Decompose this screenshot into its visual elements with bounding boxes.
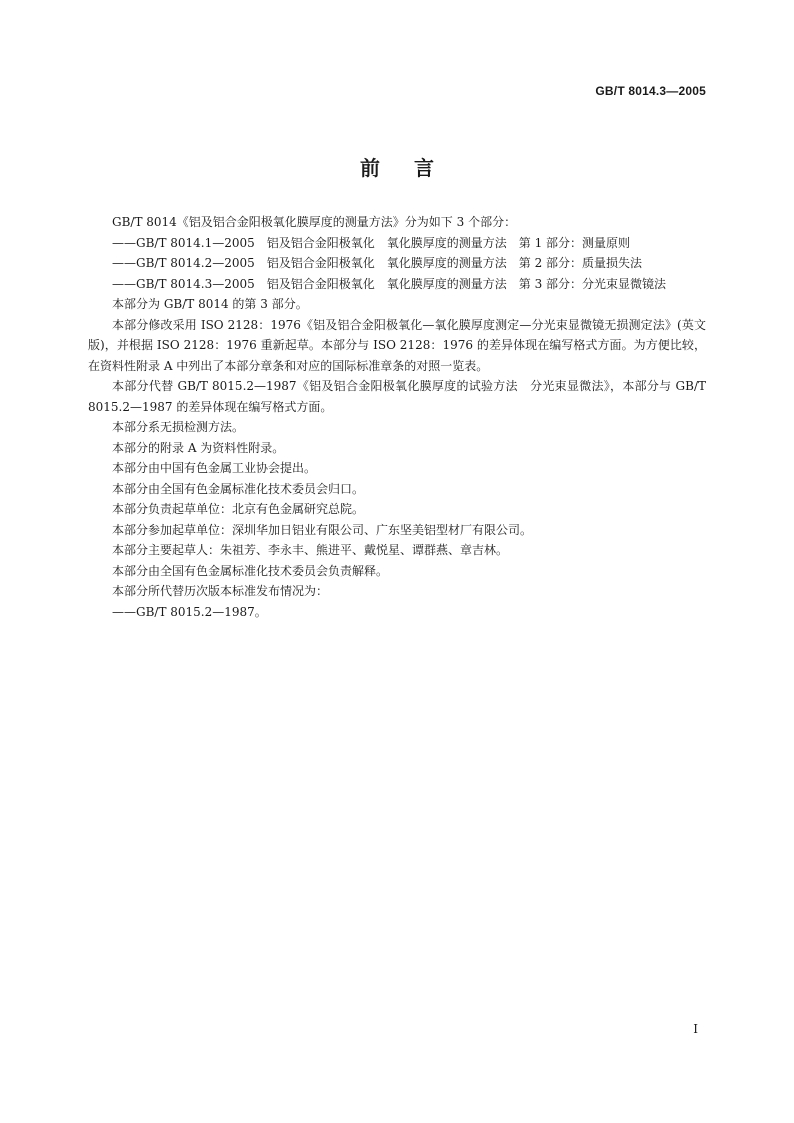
- page-title: 前言: [360, 156, 468, 180]
- standard-code: GB/T 8014.3—2005: [595, 84, 706, 98]
- paragraph-committee: 本部分由全国有色金属标准化技术委员会归口。: [112, 481, 365, 496]
- paragraph-participating-units: 本部分参加起草单位：深圳华加日铝业有限公司、广东坚美铝型材厂有限公司。: [112, 522, 533, 537]
- paragraph-part-1: ——GB/T 8014.1—2005 铝及铝合金阳极氧化 氧化膜厚度的测量方法 第 1 部分：测量原则: [112, 235, 631, 250]
- paragraph-scope: 本部分为 GB/T 8014 的第 3 部分。: [112, 297, 308, 311]
- paragraph-annex: 本部分的附录 A 为资料性附录。: [112, 440, 285, 455]
- paragraph-proposer: 本部分由中国有色金属工业协会提出。: [112, 461, 317, 475]
- paragraph-method-type: 本部分系无损检测方法。: [112, 420, 245, 434]
- paragraph-part-3: ——GB/T 8014.3—2005 铝及铝合金阳极氧化 氧化膜厚度的测量方法 第 3 部分：分光束显微镜法: [112, 276, 667, 291]
- paragraph-interpretation: 本部分由全国有色金属标准化技术委员会负责解释。: [112, 563, 389, 578]
- paragraph-intro: GB/T 8014《铝及铝合金阳极氧化膜厚度的测量方法》分为如下 3 个部分：: [112, 215, 517, 229]
- paragraph-history-intro: 本部分所代替历次版本标准发布情况为：: [112, 584, 329, 598]
- paragraph-drafting-unit: 本部分负责起草单位：北京有色金属研究总院。: [112, 502, 365, 516]
- paragraph-history-item: ——GB/T 8015.2—1987。: [112, 604, 267, 619]
- paragraph-drafters: 本部分主要起草人：朱祖芳、李永丰、熊进平、戴悦星、谭群燕、章吉林。: [112, 543, 509, 557]
- paragraph-part-2: ——GB/T 8014.2—2005 铝及铝合金阳极氧化 氧化膜厚度的测量方法 第 2 部分：质量损失法: [112, 256, 643, 270]
- paragraph-replacement: 本部分代替 GB/T 8015.2—1987《铝及铝合金阳极氧化膜厚度的试验方法 分光束显微法》，本部分与 GB/T 8015.2—1987 的差异体现在编写格式方面。: [88, 379, 706, 414]
- paragraph-iso-adoption: 本部分修改采用 ISO 2128：1976《铝及铝合金阳极氧化—氧化膜厚度测定—分光束显微镜无损测定法》(英文版)，并根据 ISO 2128：1976 重新起草。本部分与 ISO 2128：1976 的差异体现在编写格式方面。为方便比较，在资料性附录 A 中列出了本部分章条和对应的国际标准章条的对照一览表。: [88, 317, 706, 373]
- page-number: I: [693, 1022, 698, 1036]
- document-body: [88, 212, 706, 622]
